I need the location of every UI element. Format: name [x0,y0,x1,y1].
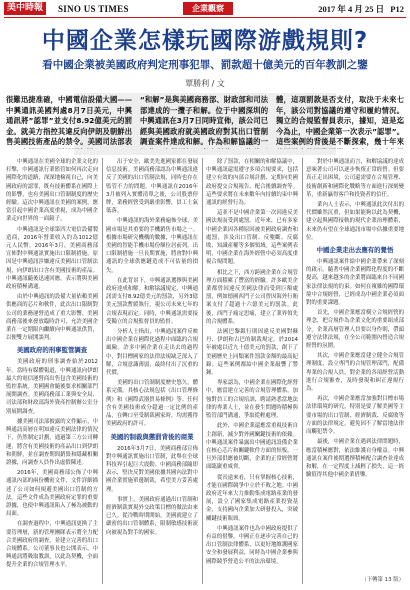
article-paragraph: 中興通訊在美國全球的企業文化的打擊，中國通訊行業監管如何再次走向國際化的道路，深深地檢視自己，向美國政府的認罪，既有技術體系在國際上的影響，也有美國出口管制制度的歷史經驗。這次中興通訊在美國的案例，應當引起中國企業高度重視，成為中國企業走向世界的一面鏡子。 [6,159,98,223]
article-paragraph: 中興通訊案件給中國企業帶來了深刻的啟示。隨著中國企業國際化程度的不斷提高，越來越多的企業將面臨來自不同國家法律法規的約束。如何在複雜的國際環境中合規經營，已經成為中國企業必須面對的重要課題。 [306,259,404,307]
newspaper-logo: 美中時報 [4,2,46,15]
article-column-4 [306,158,404,584]
article-paragraph: 對於中興通訊而言，和解協議的達成意味著公司可以逐步恢復正常經營。但要真正走出困境，公司還需要在合規管理、技術創新和國際化戰略等方面進行深刻變革，重新贏得客戶和投資者的信任。 [306,159,404,198]
page-number: P12 [390,4,404,14]
subheadline: 看中國企業被美國政府判定刑事犯罪、罰款超十億美元的百年教訓之鑒 [42,59,368,71]
article-paragraph: 美國的出口管制制度歷史悠久，體系完備。其核心法規包括《出口管理條例》和《國際武器貿易條例》等。任何含有美國技術成分超過一定比例的產品，在轉口至受制裁國家時，均需獲得美國政府的許可。 [106,380,198,428]
article-paragraph: 事實上，美國政府通過出口管制和經濟制裁實現外交政策目標的做法由來已久。從冷戰時期開始，美國就建立了嚴密的出口管制體系，限制敏感技術流向被視為對手的國家。 [106,496,198,536]
article-column-2 [106,158,198,584]
column-divider [202,158,203,584]
article-paragraph: 此外，中國企業還應當重視技術自主創新，減少對外國關鍵技術的依賴。中興通訊案件暴露出中國通訊設備企業在核心芯片和關鍵軟件方面的短板，一旦外部供應被切斷，企業的正常經營將面臨嚴重威脅。 [206,423,298,471]
article-paragraph: 中興通訊的海外業務遍佈全球，美國市場是其重要的手機銷售市場之一。根據市場研究機構的數據，中興通訊在美國的智能手機市場份額位居前列。出口限制措施一旦長期實施，將會對中興通訊的全球供應鏈造成不可估量的損失。 [106,218,198,274]
article-paragraph: 從長遠來看，只有掌握核心技術，才能在國際競爭中立於不敗之地。中國政府近年來大力推動集成電路產業的發展，設立了國家集成電路產業投資基金，支持國內企業加大研發投入，突破關鍵技術瓶頸。 [206,474,298,522]
article-paragraph: 專家認為，中國企業在國際化經營中，應當建立完善的合規管理體系，加強對員工的合規培訓，聘請熟悉當地法律的專業人士，並在發生問題時積極與監管部門溝通，爭取從輕處理。 [206,380,298,420]
article-paragraph: 法國巴黎銀行則因違反美國對蘇丹、伊朗和古巴的制裁規定，於2014年被處以近九十億美元的罰款，創下了美國歷史上同類案件罰款金額的最高紀錄。這些案例都給中國企業敲響了警鐘。 [206,329,298,377]
continued-note: （下轉第 13 版） [361,577,404,583]
article-paragraph: 分析人士指出，中興通訊案件反映出中國企業在國際化過程中面臨的合規風險。許多中國企業在走出去的過程中，對目標國家的法律法規缺乏深入了解，合規意識薄弱，最終付出了沉重的代價。 [106,329,198,377]
article-paragraph: 2016年3月7日，美國商務部宣佈對中興通訊實施出口管制，此舉在全球科技界引起巨大震動。中國商務部隨即表示，堅決反對美國依據其國內法對中國企業實施單邊制裁，希望美方妥善處理。 [106,445,198,493]
dateline [318,3,404,15]
article-paragraph: 在此背景下，中興通訊選擇與美國政府達成和解。和解協議規定，中興通訊需支付8.92億美元的罰款，另外3億美元罰款暫緩執行，視公司未來七年的合規表現而定。同時，中興通訊需要接受獨立的合規監督員的監督。 [106,277,198,325]
article-paragraph: 最後，中國企業在遇到法律問題時，應當積極應對，依法維護自身權益。中興通訊在案件後期選擇積極配合調查並達成和解，在一定程度上減輕了損失，這一經驗值得其他中國企業借鑒。 [306,439,404,479]
lead-paragraph-2: “和解”是與美國商務部、財政部和司法部達成的一攬子和解。位于中國深圳的中興通訊在3月7日同時宣佈，該公司已經與美國政府就美國政府對其出口管制調查案件達成和解。作為和解協議的一 [140,95,268,147]
section-label: 企業觀察 [183,2,233,15]
column-divider [102,158,103,584]
article-paragraph: 其次，中國企業應當建立健全合規管理制度，設立專門的合規管理部門，配備專業的合規人員，對企業的各項經營活動進行合規審查，及時發現和糾正違規行為。 [306,353,404,393]
headline: 中國企業怎樣玩國際游戲規則? [41,28,369,54]
section-subheading: 美國政府的刑事監管調查 [16,346,88,355]
article-paragraph: 中興通訊案件也為中國政府提供了有益的借鑒。中國正在逐步完善自己的出口管制法律體系，以更好地維護國家安全和發展利益，同時為中國企業參與國際競爭營造公平的法治環境。 [206,525,298,565]
article-paragraph: 出于安全，歐美先進國家都在發展信息技術。美國商務部認為中興通訊違反了美國的出口管制法規，同時也存在監管不力的問題。中興通訊在2016年3月被列入實體清單之後，公司股票停牌，業務經營受到嚴重影響，員工士氣低落。 [106,159,198,215]
section-subheading: 中國企業走出去應有的覺悟 [316,246,394,255]
lead-paragraph-3: 體，這項罰款是否支付，取決于未來七年，該公司對協議的遵守和履約情況。獨立的合規監督員表示，據知，這是迄今為止，中國企業第一次表示”認罪”。這些案例的背後是不斷探索，幾十年來 [276,95,404,147]
article-paragraph: 業內人士表示，中興通訊此次付出的代價雖然沉重，但如果能夠以此為契機，建立起與國際接軌的現代企業治理體系，未來仍有望在全球通訊市場中佔據重要地位。 [306,202,404,241]
article-paragraph: 美國政府的刑事調查始於2012年。當時有媒體報道，中興通訊向伊朗最大的電信運營商出售包含美國技術的監控系統。美國國會隨後要求相關部門展開調查。美國商務部工業與安全局、司法部和財政部海外資產控制辦公室分別展開調查。 [6,359,98,415]
article-paragraph: 中興通訊是全球第四大電信設備製造商，2016年營業收入約為1012億元人民幣。2016年3月，美國商務部宣佈對中興通訊實施出口限制措施，原因是中興通訊涉嫌違反美國出口管制法規，向伊朗出口含有美國技術的產品。中興通訊隨後迅速回應，表示將與美國政府積極溝通。 [6,226,98,291]
column-divider [302,158,303,584]
article-paragraph: 據美國司法部披露的文件顯示，中興通訊高層在明知違反美國法律的情況下，仍然制定計劃，通過第三方公司轉運，將含有美國技術的產品出口到伊朗和朝鮮，並在調查期間銷毀和隱藏相關證據，向調查人員作出虛假陳述。 [6,418,98,466]
article-column-3 [206,158,298,584]
article-paragraph: 2016年，美國商務部公佈了中興通訊內部的兩份機密文件，文件詳細描述了公司如何規避美國出口管制的方法。這些文件成為美國政府定罪的重要證據，也使中興通訊陷入了極為被動的局面。 [6,470,98,518]
masthead-rule [4,17,406,18]
publication-name: SINO US TIMES [58,4,129,14]
article-paragraph: 相比之下，西方跨國企業在合規管理方面積累了豐富的經驗。許多歐美企業都曾因違反美國法律而受到巨額處罰，例如德國西門子公司曾因海外行賄案支付了超過十六億美元的罰款。此後，西門子痛定思痛，建立了業界領先的合規體系。 [206,269,298,325]
article-column-1 [6,158,98,584]
lead-paragraph-1: 很難迅捷准確，中國電信設備大國——中興通訊美國判處8月7日美元，中興通訊將”認罪”並支付8.92億美元的罰金。就美方指控其違反向伊朗及朝鮮出售美國技術產品的禁令。美國司法部表 [6,95,132,147]
issue-date: 2017 年 4 月 25 日 [318,4,385,14]
masthead [0,0,410,18]
byline: 覃勝利 / 文 [185,79,225,88]
article-paragraph: 這並不是中國企業第一次因違反美國法規而受到處罰。近年來，已有多家中國企業因各種原因被美國政府調查和處罰，涉及出口管制、反壟斷、反腐敗、知識產權等多個領域。這些案例表明，中國企業在海外經營中必須高度重視合規問題。 [206,210,298,266]
article-paragraph: 在調查過程中，中興通訊更換了主要管理層，新的管理團隊表示將全力配合美國政府的調查，並建立完善的出口合規體系。公司董事長也公開表示，中興通訊將吸取教訓，以此為契機，全面提升企業的合規管理水平。 [6,521,98,569]
article-paragraph: 除了罰款，在相關的和解協議中，中興通訊還需遵守多項合規要求，包括建立有效的內部合規計劃、定期向美國政府提交合規報告、配合後續調查等。這些要求將在未來數年內持續約束中興通訊的經營行為。 [206,159,298,207]
article-paragraph: 再次，中國企業應當加強對目標市場法律環境的研究，特別是要了解美國等主要市場的出口管制、經濟制裁、反腐敗等方面的法律規定，避免因不了解當地法律而觸犯禁令。 [306,396,404,436]
section-subheading: 美國的制裁與懲罰背後的商業 [110,432,194,441]
article-paragraph: 由於中興通訊的設備大量依賴美國供應商的芯片和軟件，此次出口限制對公司的業務運營造成了重大影響。美國商務部後來發放臨時許可，允許美國企業在一定期限內繼續向中興通訊供貨，以便雙方展開談判。 [6,294,98,342]
article-paragraph: 首先，中國企業應當樹立合規經營的理念，把合規作為企業文化的重要組成部分。企業高層管理人員要以身作則，帶頭遵守法律法規，在全公司範圍內營造合規經營的氛圍。 [306,310,404,350]
